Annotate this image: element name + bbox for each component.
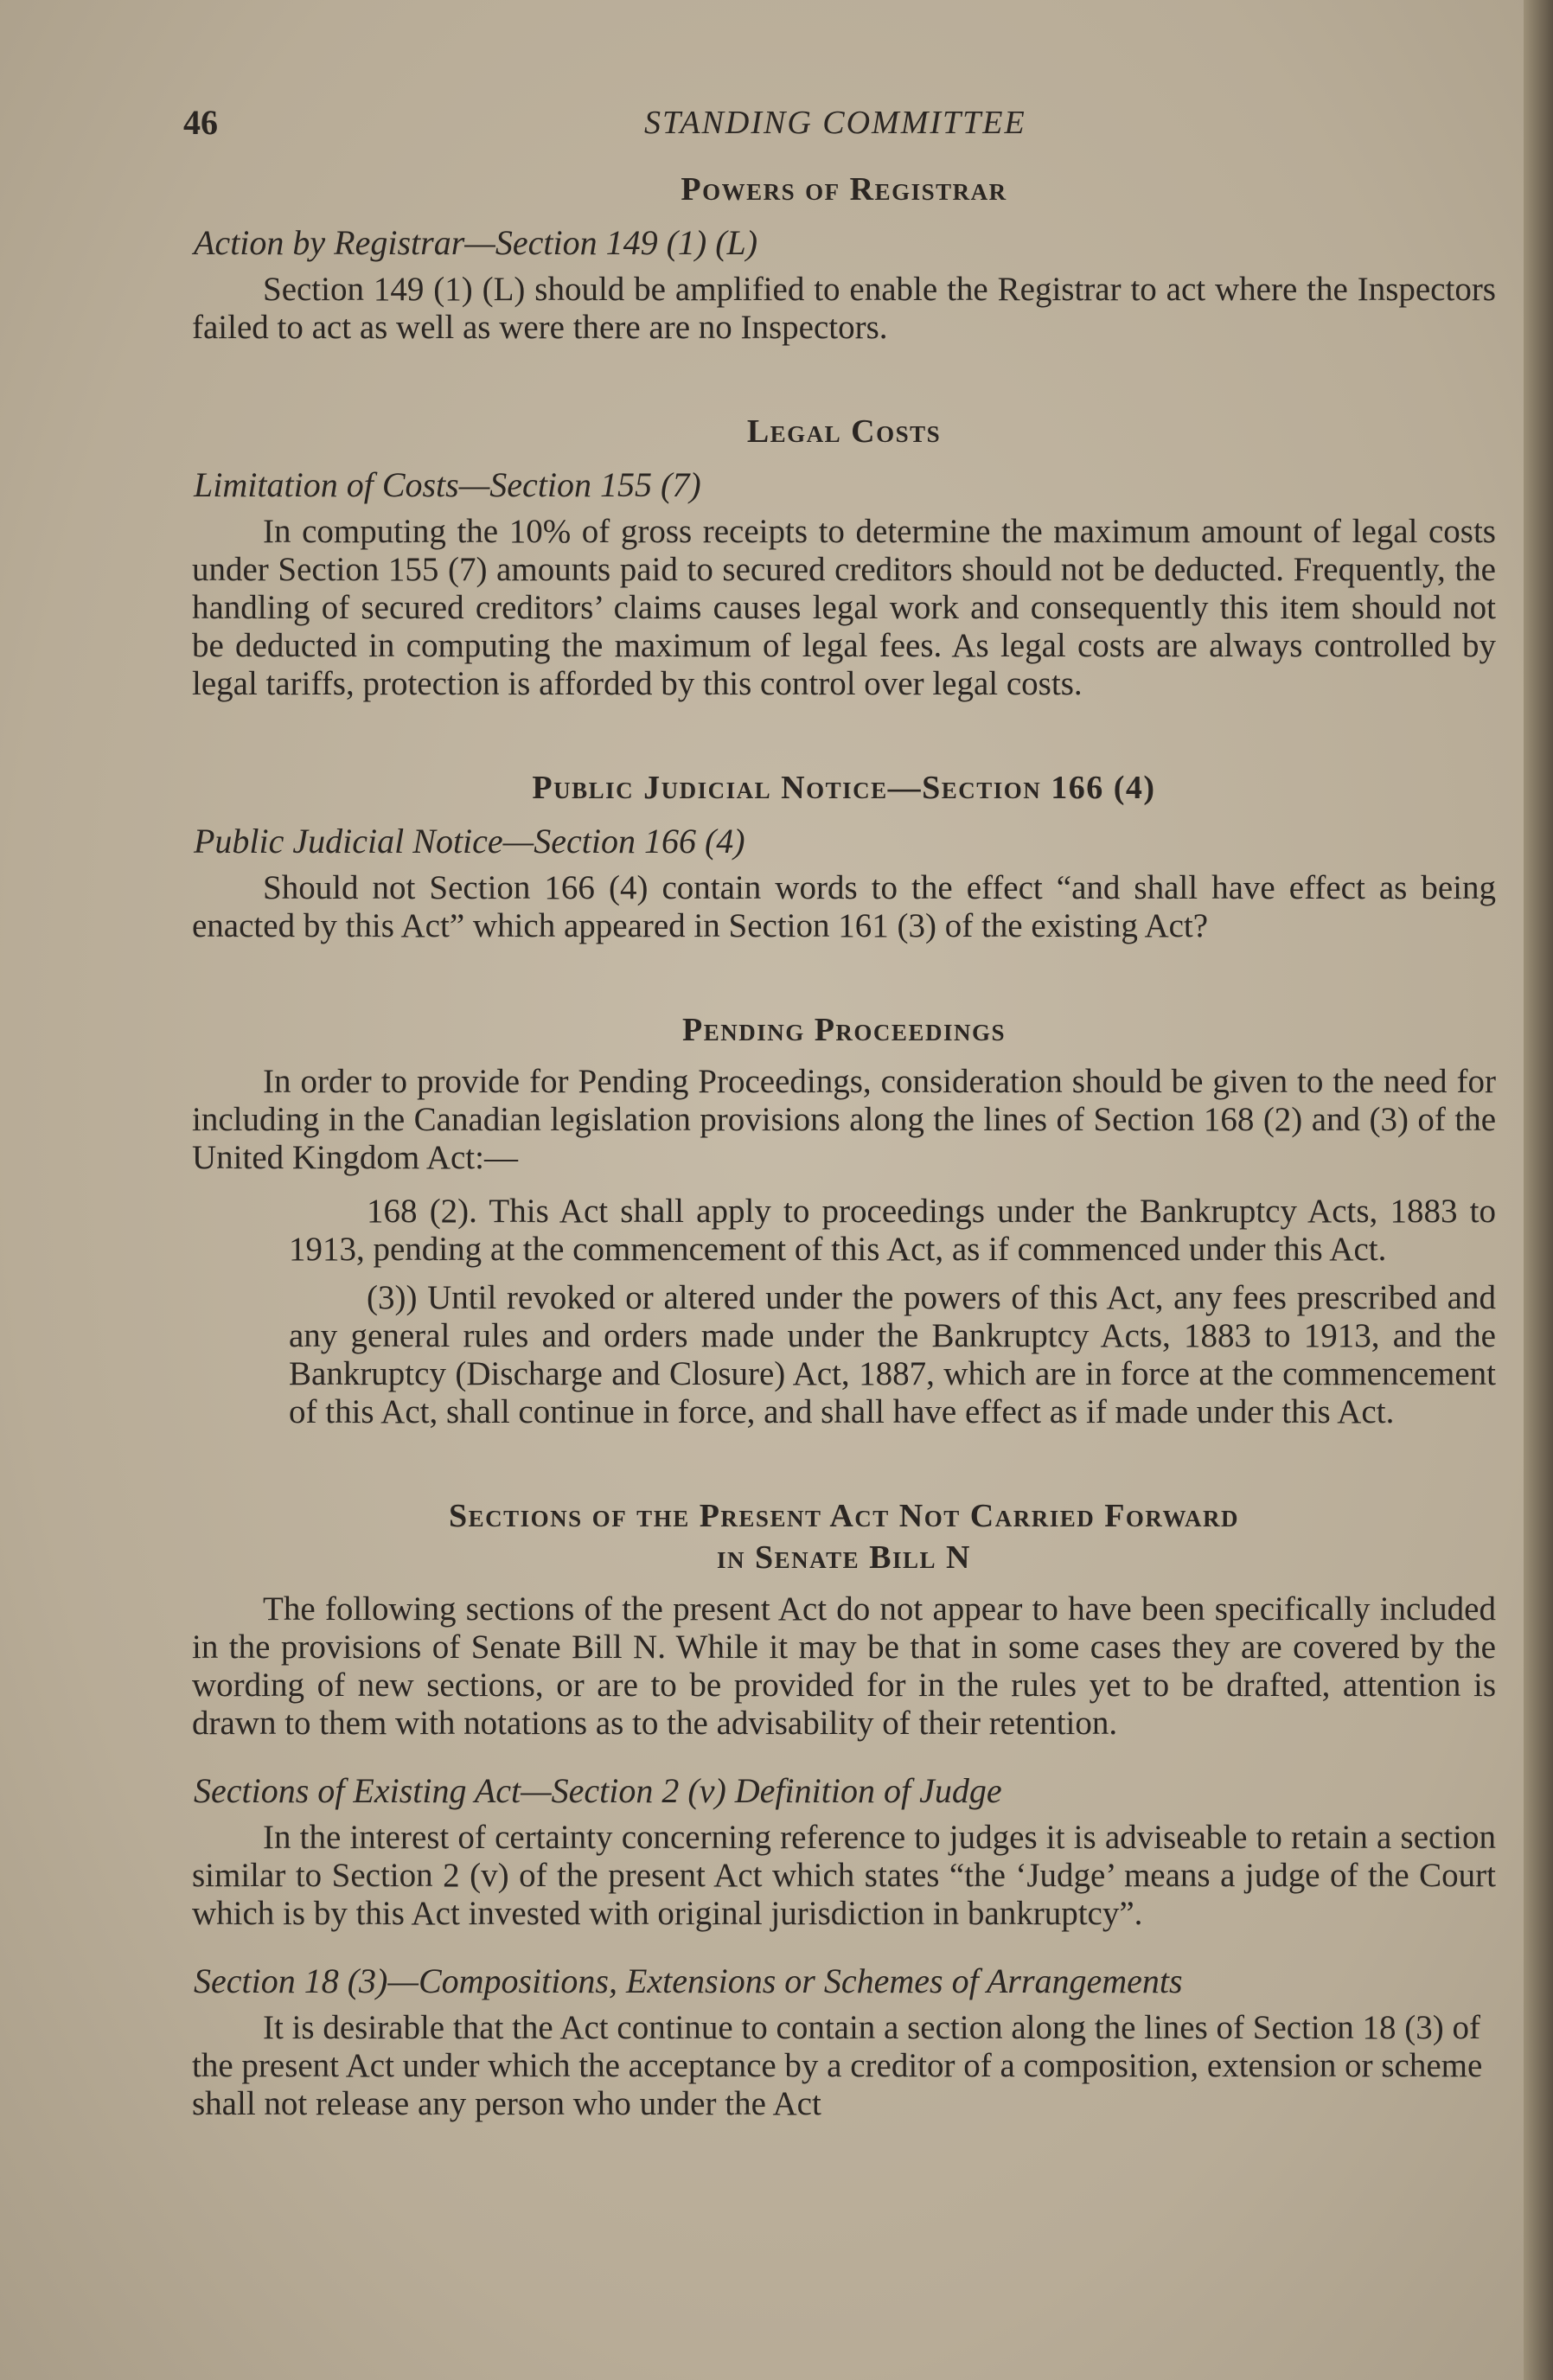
paragraph-compositions: It is desirable that the Act continue to contain a section along the lines of Section 18 (3) of the present Act under which the acceptance by a creditor of a composition, extension or scheme shall not release any person who under the Act	[192, 2009, 1483, 2122]
subheading-compositions: Section 18 (3)—Compositions, Extensions or Schemes of Arrangements	[194, 1961, 1183, 2000]
section-heading-not-carried-forward: Sections of the Present Act Not Carried Forward	[449, 1498, 1239, 1534]
subheading-judicial-notice: Public Judicial Notice—Section 166 (4)	[194, 822, 745, 861]
paragraph-registrar: Section 149 (1) (L) should be amplified to enable the Registrar to act where the Inspectors failed to act as well as were there are no Inspectors.	[192, 271, 1496, 346]
paragraph-definition-of-judge: In the interest of certainty concerning reference to judges it is adviseable to retain a section similar to Section 2 (v) of the present Act which states “the ‘Judge’ means a judge of the Court which is by this Act invested with original jurisdiction in bankruptcy”.	[192, 1819, 1496, 1932]
section-heading-registrar: Powers of Registrar	[681, 171, 1007, 208]
section-heading-not-carried-forward-line2: in Senate Bill N	[717, 1539, 971, 1576]
running-title: STANDING COMMITTEE	[644, 105, 1026, 141]
book-spine-shadow	[1524, 0, 1553, 2380]
page-body	[192, 169, 1496, 2123]
paragraph-pending-proceedings: In order to provide for Pending Proceedings, consideration should be given to the need for including in the Canadian legislation provisions along the lines of Section 168 (2) and (3) of the United Kingdom Act:—	[192, 1063, 1496, 1176]
subheading-action-by-registrar: Action by Registrar—Section 149 (1) (L)	[194, 223, 758, 262]
quote-section-168-2: 168 (2). This Act shall apply to proceedings under the Bankruptcy Acts, 1883 to 1913, pending at the commencement of this Act, as if commenced under this Act.	[289, 1193, 1496, 1268]
quote-section-168-3: (3)) Until revoked or altered under the powers of this Act, any fees prescribed and any general rules and orders made under the Bankruptcy Acts, 1883 to 1913, and the Bankruptcy (Discharge and Closure) Act, 1887, which are in force at the commencement of this Act, shall continue in force, and shall have effect as if made under this Act.	[289, 1279, 1496, 1430]
paragraph-not-carried-forward: The following sections of the present Act do not appear to have been specifically included in the provisions of Senate Bill N. While it may be that in some cases they are covered by the wording of new sections, or are to be provided for in the rules yet to be drafted, attention is drawn to them with notations as to the advisability of their retention.	[192, 1590, 1496, 1742]
page-number: 46	[183, 103, 218, 142]
subheading-limitation-of-costs: Limitation of Costs—Section 155 (7)	[194, 465, 701, 504]
section-heading-pending-proceedings: Pending Proceedings	[682, 1012, 1006, 1048]
paragraph-judicial-notice: Should not Section 166 (4) contain words to the effect “and shall have effect as being enacted by this Act” which appeared in Section 161 (3) of the existing Act?	[192, 869, 1496, 944]
section-heading-legal-costs: Legal Costs	[746, 413, 942, 450]
subheading-definition-of-judge: Sections of Existing Act—Section 2 (v) Definition of Judge	[194, 1771, 1002, 1810]
page-header	[0, 102, 1553, 154]
paragraph-legal-costs: In computing the 10% of gross receipts to determine the maximum amount of legal costs under Section 155 (7) amounts paid to secured creditors should not be deducted. Frequently, the handling of secured creditors’ claims causes legal work and consequently this item should not be deducted in computing the maximum of legal fees. As legal costs are always controlled by legal tariffs, protection is afforded by this control over legal costs.	[192, 513, 1496, 702]
section-heading-judicial-notice: Public Judicial Notice—Section 166 (4)	[532, 770, 1156, 806]
